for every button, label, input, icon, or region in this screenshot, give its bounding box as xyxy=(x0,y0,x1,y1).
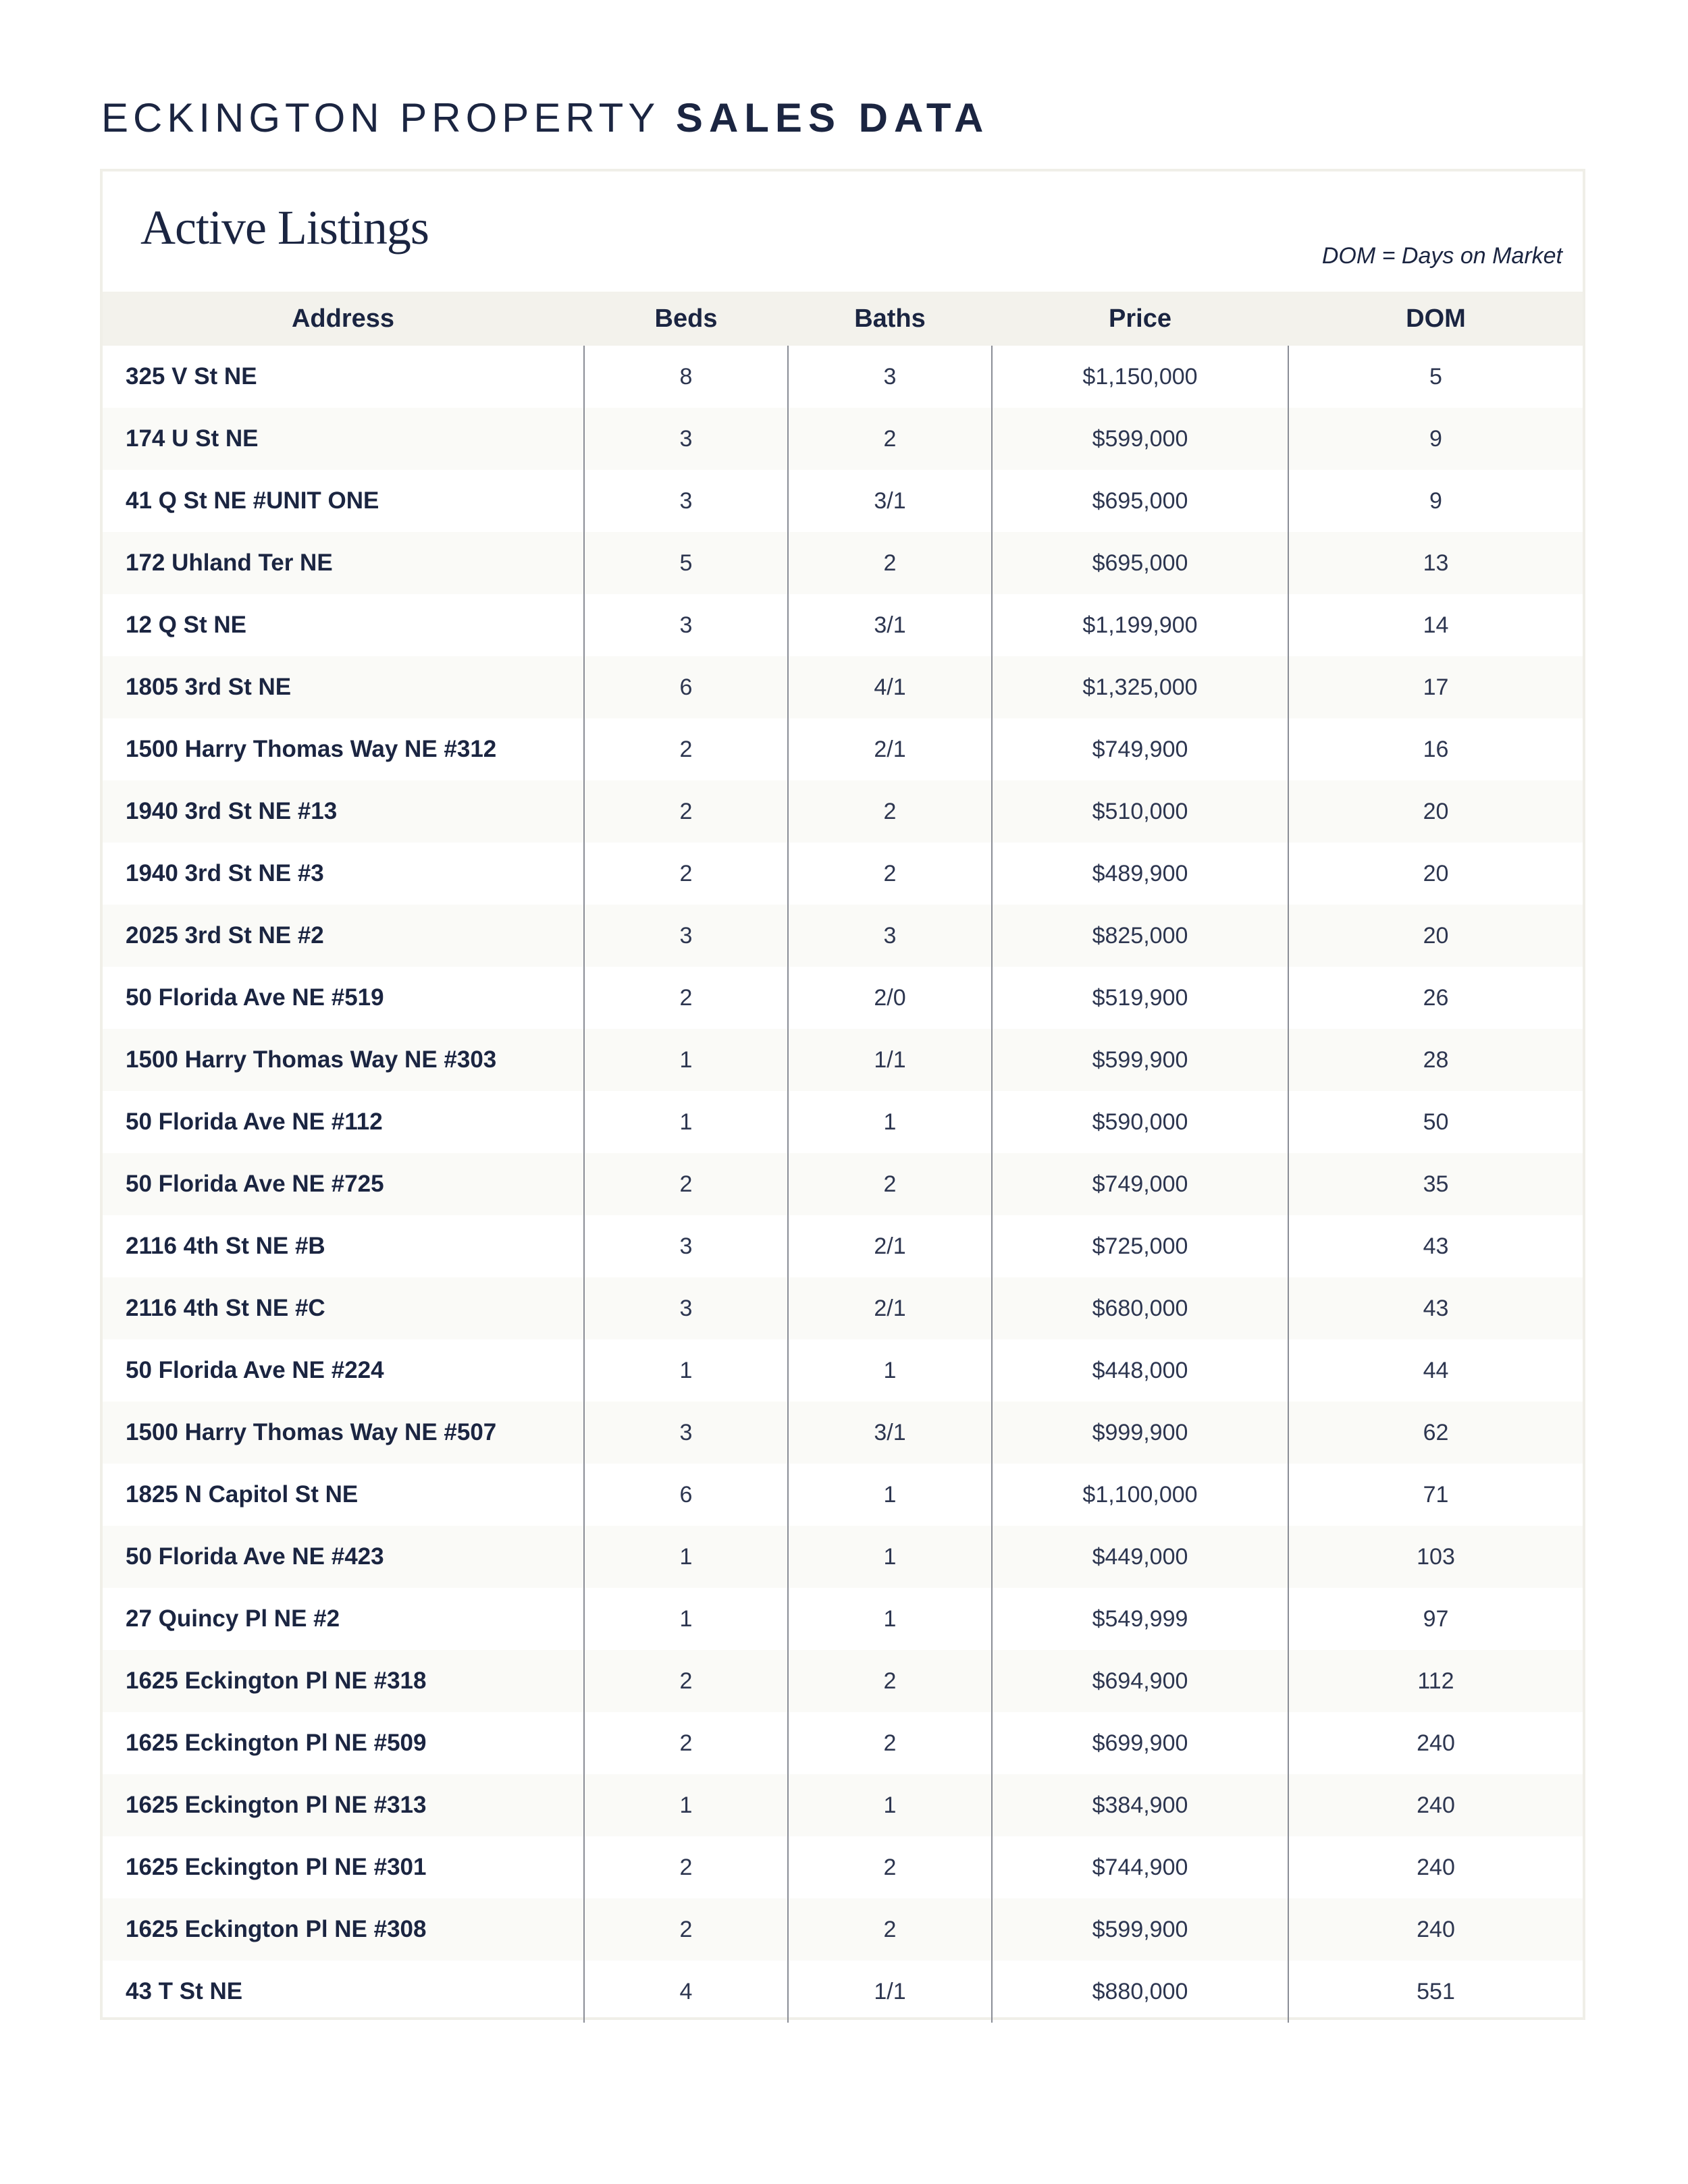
baths-cell: 2 xyxy=(788,1712,992,1774)
dom-cell: 240 xyxy=(1288,1836,1583,1898)
dom-legend-note: DOM = Days on Market xyxy=(1321,243,1562,269)
dom-cell: 50 xyxy=(1288,1091,1583,1153)
table-row xyxy=(103,780,1583,843)
table-row xyxy=(103,1153,1583,1215)
column-header-beds: Beds xyxy=(584,292,788,346)
beds-cell: 2 xyxy=(584,1898,788,1961)
beds-cell: 1 xyxy=(584,1091,788,1153)
column-header-dom: DOM xyxy=(1288,292,1583,346)
table-row xyxy=(103,1464,1583,1526)
price-cell: $680,000 xyxy=(992,1277,1288,1339)
address-cell: 1625 Eckington Pl NE #313 xyxy=(103,1774,584,1836)
beds-cell: 2 xyxy=(584,1836,788,1898)
table-row xyxy=(103,843,1583,905)
dom-cell: 5 xyxy=(1288,346,1583,408)
baths-cell: 1/1 xyxy=(788,1029,992,1091)
address-cell: 1500 Harry Thomas Way NE #507 xyxy=(103,1402,584,1464)
baths-cell: 3/1 xyxy=(788,594,992,656)
price-cell: $448,000 xyxy=(992,1339,1288,1402)
beds-cell: 3 xyxy=(584,1215,788,1277)
table-row xyxy=(103,532,1583,594)
beds-cell: 1 xyxy=(584,1588,788,1650)
column-header-baths: Baths xyxy=(788,292,992,346)
dom-cell: 43 xyxy=(1288,1277,1583,1339)
dom-cell: 14 xyxy=(1288,594,1583,656)
baths-cell: 2/1 xyxy=(788,1277,992,1339)
table-row xyxy=(103,1339,1583,1402)
section-title: Active Listings xyxy=(140,201,429,255)
price-cell: $599,900 xyxy=(992,1898,1288,1961)
address-cell: 1625 Eckington Pl NE #301 xyxy=(126,1854,427,1880)
beds-cell: 2 xyxy=(584,967,788,1029)
beds-cell: 5 xyxy=(584,532,788,594)
dom-cell: 20 xyxy=(1288,843,1583,905)
address-cell: 41 Q St NE #UNIT ONE xyxy=(126,487,379,514)
column-header-price: Price xyxy=(992,292,1288,346)
baths-cell: 1 xyxy=(788,1588,992,1650)
beds-cell: 6 xyxy=(584,656,788,718)
beds-cell: 2 xyxy=(584,780,788,843)
table-row xyxy=(103,1402,1583,1464)
beds-cell: 4 xyxy=(584,1961,788,2023)
address-cell: 50 Florida Ave NE #224 xyxy=(126,1357,384,1383)
price-cell: $725,000 xyxy=(992,1215,1288,1277)
table-row xyxy=(103,1774,1583,1836)
address-cell: 50 Florida Ave NE #423 xyxy=(103,1526,584,1588)
baths-cell: 3 xyxy=(788,346,992,408)
table-row xyxy=(103,408,1583,470)
page-header xyxy=(101,95,989,141)
table-row xyxy=(103,656,1583,718)
table-row xyxy=(103,346,1583,408)
address-cell: 325 V St NE xyxy=(126,363,257,390)
dom-cell: 35 xyxy=(1288,1153,1583,1215)
price-cell: $549,999 xyxy=(992,1588,1288,1650)
header-title-light: ECKINGTON PROPERTY xyxy=(101,95,660,140)
baths-cell: 1 xyxy=(788,1339,992,1402)
baths-cell: 3 xyxy=(788,905,992,967)
baths-cell: 2/0 xyxy=(788,967,992,1029)
price-cell: $825,000 xyxy=(992,905,1288,967)
price-cell: $489,900 xyxy=(992,843,1288,905)
dom-cell: 16 xyxy=(1288,718,1583,780)
table-row xyxy=(103,1961,1583,2023)
price-cell: $510,000 xyxy=(992,780,1288,843)
column-header-address: Address xyxy=(103,292,584,346)
address-cell: 1940 3rd St NE #13 xyxy=(103,780,584,843)
baths-cell: 1 xyxy=(788,1526,992,1588)
price-cell: $1,199,900 xyxy=(992,594,1288,656)
baths-cell: 2 xyxy=(788,408,992,470)
dom-cell: 112 xyxy=(1288,1650,1583,1712)
price-cell: $694,900 xyxy=(992,1650,1288,1712)
beds-cell: 1 xyxy=(584,1526,788,1588)
baths-cell: 3/1 xyxy=(788,470,992,532)
table-row xyxy=(103,1650,1583,1712)
beds-cell: 3 xyxy=(584,905,788,967)
table-row xyxy=(103,1029,1583,1091)
header-title-bold: SALES DATA xyxy=(675,95,990,140)
baths-cell: 2 xyxy=(788,1836,992,1898)
table-row xyxy=(103,1712,1583,1774)
table-row xyxy=(103,905,1583,967)
baths-cell: 3/1 xyxy=(788,1402,992,1464)
address-cell: 50 Florida Ave NE #112 xyxy=(126,1109,383,1135)
address-cell: 174 U St NE xyxy=(103,408,584,470)
table-header-row xyxy=(103,292,1583,346)
price-cell: $744,900 xyxy=(992,1836,1288,1898)
beds-cell: 3 xyxy=(584,408,788,470)
baths-cell: 2 xyxy=(788,1650,992,1712)
baths-cell: 2 xyxy=(788,843,992,905)
dom-cell: 20 xyxy=(1288,905,1583,967)
table-row xyxy=(103,1215,1583,1277)
baths-cell: 2 xyxy=(788,532,992,594)
address-cell: 2025 3rd St NE #2 xyxy=(103,905,584,967)
price-cell: $590,000 xyxy=(992,1091,1288,1153)
baths-cell: 2 xyxy=(788,780,992,843)
price-cell: $1,325,000 xyxy=(992,656,1288,718)
beds-cell: 3 xyxy=(584,1277,788,1339)
beds-cell: 2 xyxy=(584,1153,788,1215)
table-row xyxy=(103,1526,1583,1588)
address-cell: 2116 4th St NE #B xyxy=(126,1233,325,1259)
beds-cell: 2 xyxy=(584,1650,788,1712)
beds-cell: 2 xyxy=(584,843,788,905)
baths-cell: 1 xyxy=(788,1464,992,1526)
dom-cell: 62 xyxy=(1288,1402,1583,1464)
price-cell: $384,900 xyxy=(992,1774,1288,1836)
price-cell: $449,000 xyxy=(992,1526,1288,1588)
price-cell: $880,000 xyxy=(992,1961,1288,2023)
address-cell: 50 Florida Ave NE #519 xyxy=(126,984,384,1011)
beds-cell: 2 xyxy=(584,1712,788,1774)
address-cell: 1500 Harry Thomas Way NE #312 xyxy=(126,736,497,762)
address-cell: 1825 N Capitol St NE xyxy=(126,1481,359,1508)
beds-cell: 1 xyxy=(584,1029,788,1091)
table-row xyxy=(103,1091,1583,1153)
address-cell: 27 Quincy Pl NE #2 xyxy=(126,1605,340,1632)
address-cell: 43 T St NE xyxy=(126,1978,243,2004)
beds-cell: 8 xyxy=(584,346,788,408)
dom-cell: 44 xyxy=(1288,1339,1583,1402)
table-row xyxy=(103,1277,1583,1339)
baths-cell: 1 xyxy=(788,1774,992,1836)
dom-cell: 97 xyxy=(1288,1588,1583,1650)
price-cell: $599,000 xyxy=(992,408,1288,470)
baths-cell: 2 xyxy=(788,1898,992,1961)
listings-table xyxy=(103,292,1583,2023)
baths-cell: 1 xyxy=(788,1091,992,1153)
address-cell: 1940 3rd St NE #3 xyxy=(126,860,324,886)
baths-cell: 2/1 xyxy=(788,718,992,780)
address-cell: 1500 Harry Thomas Way NE #303 xyxy=(103,1029,584,1091)
dom-cell: 103 xyxy=(1288,1526,1583,1588)
address-cell: 1625 Eckington Pl NE #509 xyxy=(126,1730,427,1756)
address-cell: 50 Florida Ave NE #725 xyxy=(103,1153,584,1215)
dom-cell: 71 xyxy=(1288,1464,1583,1526)
dom-cell: 551 xyxy=(1288,1961,1583,2023)
beds-cell: 1 xyxy=(584,1774,788,1836)
price-cell: $699,900 xyxy=(992,1712,1288,1774)
dom-cell: 17 xyxy=(1288,656,1583,718)
table-row xyxy=(103,594,1583,656)
price-cell: $695,000 xyxy=(992,532,1288,594)
beds-cell: 3 xyxy=(584,1402,788,1464)
dom-cell: 26 xyxy=(1288,967,1583,1029)
address-cell: 12 Q St NE xyxy=(126,612,246,638)
price-cell: $1,100,000 xyxy=(992,1464,1288,1526)
price-cell: $695,000 xyxy=(992,470,1288,532)
dom-cell: 240 xyxy=(1288,1774,1583,1836)
dom-cell: 240 xyxy=(1288,1898,1583,1961)
beds-cell: 3 xyxy=(584,470,788,532)
beds-cell: 6 xyxy=(584,1464,788,1526)
dom-cell: 13 xyxy=(1288,532,1583,594)
dom-cell: 240 xyxy=(1288,1712,1583,1774)
price-cell: $1,150,000 xyxy=(992,346,1288,408)
table-row xyxy=(103,1898,1583,1961)
baths-cell: 1/1 xyxy=(788,1961,992,2023)
table-row xyxy=(103,967,1583,1029)
beds-cell: 2 xyxy=(584,718,788,780)
address-cell: 1805 3rd St NE xyxy=(103,656,584,718)
address-cell: 1625 Eckington Pl NE #308 xyxy=(103,1898,584,1961)
address-cell: 1625 Eckington Pl NE #318 xyxy=(103,1650,584,1712)
price-cell: $999,900 xyxy=(992,1402,1288,1464)
dom-cell: 43 xyxy=(1288,1215,1583,1277)
baths-cell: 4/1 xyxy=(788,656,992,718)
price-cell: $519,900 xyxy=(992,967,1288,1029)
price-cell: $599,900 xyxy=(992,1029,1288,1091)
beds-cell: 1 xyxy=(584,1339,788,1402)
price-cell: $749,900 xyxy=(992,718,1288,780)
table-row xyxy=(103,1836,1583,1898)
baths-cell: 2/1 xyxy=(788,1215,992,1277)
dom-cell: 9 xyxy=(1288,470,1583,532)
dom-cell: 28 xyxy=(1288,1029,1583,1091)
baths-cell: 2 xyxy=(788,1153,992,1215)
address-cell: 172 Uhland Ter NE xyxy=(103,532,584,594)
address-cell: 2116 4th St NE #C xyxy=(103,1277,584,1339)
table-row xyxy=(103,718,1583,780)
table-row xyxy=(103,470,1583,532)
dom-cell: 20 xyxy=(1288,780,1583,843)
table-row xyxy=(103,1588,1583,1650)
beds-cell: 3 xyxy=(584,594,788,656)
price-cell: $749,000 xyxy=(992,1153,1288,1215)
dom-cell: 9 xyxy=(1288,408,1583,470)
